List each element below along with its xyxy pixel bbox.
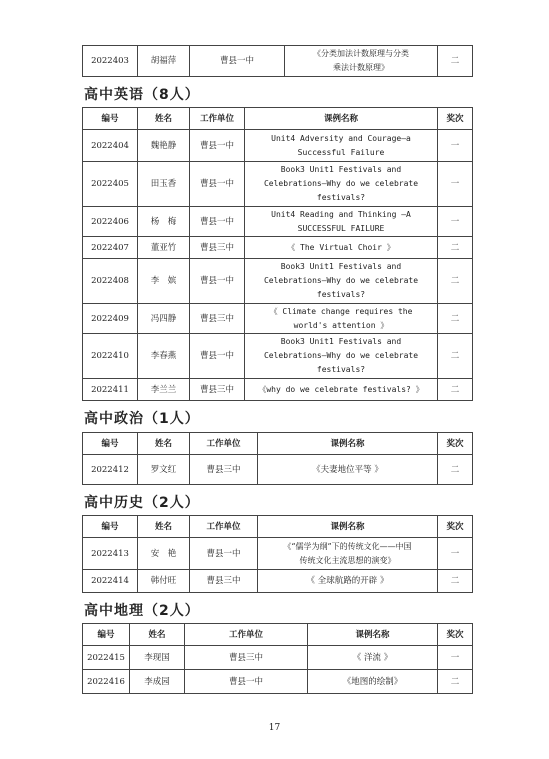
table-row xyxy=(83,207,473,237)
cell-unit: 曹县三中 xyxy=(190,304,245,334)
cell-award: 二 xyxy=(438,46,473,77)
cell-id: 2022404 xyxy=(83,130,138,162)
cell-name: 安 艳 xyxy=(138,538,190,570)
cell-unit: 曹县一中 xyxy=(190,162,245,207)
header-unit: 工作单位 xyxy=(190,433,258,455)
cell-award: 一 xyxy=(438,130,473,162)
cell-unit: 曹县一中 xyxy=(190,334,245,379)
cell-name: 董亚竹 xyxy=(138,237,190,259)
cell-unit: 曹县一中 xyxy=(190,207,245,237)
section-title-english: 高中英语（8人） xyxy=(84,87,200,103)
cell-name: 李成园 xyxy=(130,670,185,694)
cell-award: 二 xyxy=(438,237,473,259)
header-id: 编号 xyxy=(83,433,138,455)
table-row xyxy=(83,646,473,670)
cell-course: 《 全球航路的开辟 》 xyxy=(258,570,438,593)
history-table xyxy=(82,515,473,593)
cell-award: 二 xyxy=(438,379,473,401)
header-unit: 工作单位 xyxy=(190,108,245,130)
cell-course: Book3 Unit1 Festivals and Celebrations—Why do we celebrate festivals? xyxy=(245,259,438,304)
cell-name: 杨 梅 xyxy=(138,207,190,237)
cell-course: 《分类加法计数原理与分类 乘法计数原理》 xyxy=(285,46,438,77)
header-row xyxy=(83,433,473,455)
cell-id: 2022410 xyxy=(83,334,138,379)
cell-id: 2022411 xyxy=(83,379,138,401)
cell-id: 2022403 xyxy=(83,46,138,77)
cell-unit: 曹县一中 xyxy=(190,538,258,570)
table-row xyxy=(83,237,473,259)
cell-id: 2022406 xyxy=(83,207,138,237)
header-row xyxy=(83,624,473,646)
cell-unit: 曹县一中 xyxy=(190,259,245,304)
cell-award: 二 xyxy=(438,455,473,485)
cell-award: 二 xyxy=(438,259,473,304)
cell-id: 2022414 xyxy=(83,570,138,593)
cell-award: 二 xyxy=(438,670,473,694)
cell-course: 《“儒学为纲”下的传统文化——中国 传统文化主流思想的演变》 xyxy=(258,538,438,570)
cell-award: 一 xyxy=(438,646,473,670)
table-row xyxy=(83,304,473,334)
cell-name: 李现国 xyxy=(130,646,185,670)
cell-course: 《 洋流 》 xyxy=(308,646,438,670)
section-title-geography: 高中地理（2人） xyxy=(84,603,200,619)
cell-name: 韩付旺 xyxy=(138,570,190,593)
table-row xyxy=(83,334,473,379)
header-id: 编号 xyxy=(83,108,138,130)
top-table xyxy=(82,45,473,77)
table-row xyxy=(83,570,473,593)
cell-unit: 曹县一中 xyxy=(190,130,245,162)
cell-award: 二 xyxy=(438,334,473,379)
cell-id: 2022407 xyxy=(83,237,138,259)
cell-id: 2022412 xyxy=(83,455,138,485)
header-row xyxy=(83,108,473,130)
cell-unit: 曹县一中 xyxy=(190,46,285,77)
cell-course: Book3 Unit1 Festivals and Celebrations—Why do we celebrate festivals? xyxy=(245,162,438,207)
cell-id: 2022413 xyxy=(83,538,138,570)
cell-id: 2022405 xyxy=(83,162,138,207)
cell-unit: 曹县一中 xyxy=(185,670,308,694)
header-course: 课例名称 xyxy=(258,516,438,538)
cell-name: 胡福萍 xyxy=(138,46,190,77)
header-name: 姓名 xyxy=(138,516,190,538)
table-row xyxy=(83,46,473,77)
header-name: 姓名 xyxy=(138,108,190,130)
header-award: 奖次 xyxy=(438,433,473,455)
cell-award: 二 xyxy=(438,570,473,593)
cell-name: 罗文红 xyxy=(138,455,190,485)
cell-course: Unit4 Adversity and Courage—a Successful Failure xyxy=(245,130,438,162)
table-row xyxy=(83,379,473,401)
cell-unit: 曹县三中 xyxy=(190,455,258,485)
cell-name: 李春燕 xyxy=(138,334,190,379)
cell-unit: 曹县三中 xyxy=(190,237,245,259)
cell-course: Unit4 Reading and Thinking —A SUCCESSFUL FAILURE xyxy=(245,207,438,237)
header-award: 奖次 xyxy=(438,516,473,538)
header-unit: 工作单位 xyxy=(190,516,258,538)
table-row xyxy=(83,538,473,570)
cell-name: 李兰兰 xyxy=(138,379,190,401)
cell-award: 一 xyxy=(438,162,473,207)
header-id: 编号 xyxy=(83,516,138,538)
table-row xyxy=(83,455,473,485)
cell-award: 一 xyxy=(438,538,473,570)
cell-course: Book3 Unit1 Festivals and Celebrations—Why do we celebrate festivals? xyxy=(245,334,438,379)
header-id: 编号 xyxy=(83,624,130,646)
cell-award: 一 xyxy=(438,207,473,237)
english-table xyxy=(82,107,473,401)
header-course: 课例名称 xyxy=(308,624,438,646)
cell-name: 魏艳静 xyxy=(138,130,190,162)
cell-id: 2022416 xyxy=(83,670,130,694)
header-course: 课例名称 xyxy=(245,108,438,130)
header-row xyxy=(83,516,473,538)
table-row xyxy=(83,670,473,694)
cell-name: 冯四静 xyxy=(138,304,190,334)
politics-table xyxy=(82,432,473,485)
header-unit: 工作单位 xyxy=(185,624,308,646)
cell-unit: 曹县三中 xyxy=(190,379,245,401)
cell-id: 2022415 xyxy=(83,646,130,670)
cell-course: 《why do we celebrate festivals? 》 xyxy=(245,379,438,401)
header-name: 姓名 xyxy=(138,433,190,455)
table-row xyxy=(83,259,473,304)
header-award: 奖次 xyxy=(438,108,473,130)
cell-unit: 曹县三中 xyxy=(185,646,308,670)
cell-course: 《 Climate change requires the world's attention 》 xyxy=(245,304,438,334)
section-title-history: 高中历史（2人） xyxy=(84,495,200,511)
cell-course: 《地图的绘制》 xyxy=(308,670,438,694)
header-award: 奖次 xyxy=(438,624,473,646)
geography-table xyxy=(82,623,473,694)
section-title-politics: 高中政治（1人） xyxy=(84,411,200,427)
cell-id: 2022409 xyxy=(83,304,138,334)
cell-course: 《夫妻地位平等 》 xyxy=(258,455,438,485)
header-name: 姓名 xyxy=(130,624,185,646)
cell-unit: 曹县三中 xyxy=(190,570,258,593)
cell-name: 田玉香 xyxy=(138,162,190,207)
table-row xyxy=(83,130,473,162)
cell-id: 2022408 xyxy=(83,259,138,304)
cell-name: 李 嫔 xyxy=(138,259,190,304)
page-number: 17 xyxy=(268,723,281,733)
cell-course: 《 The Virtual Choir 》 xyxy=(245,237,438,259)
header-course: 课例名称 xyxy=(258,433,438,455)
table-row xyxy=(83,162,473,207)
cell-award: 二 xyxy=(438,304,473,334)
